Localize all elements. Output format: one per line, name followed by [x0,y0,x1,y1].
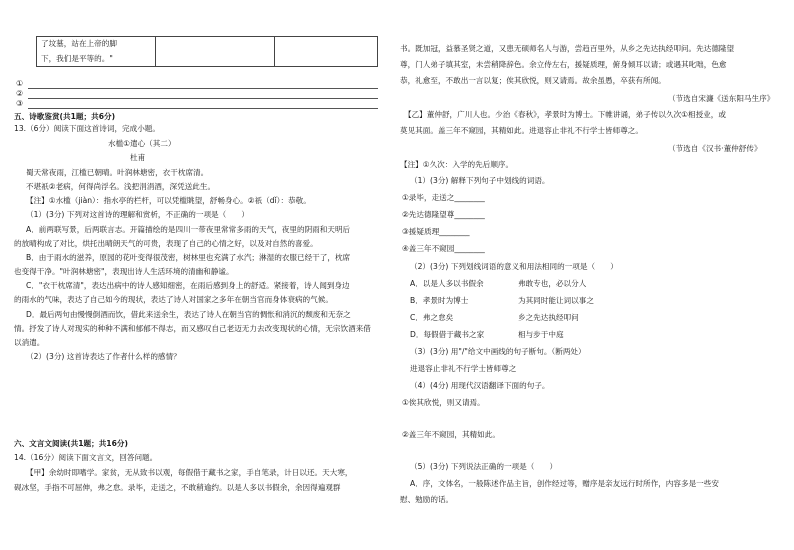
q14-2-opt-a-right: 弗敢专也，必以分人 [518,279,587,288]
q14-2-opt-c-left: C．弗之怠矣 [410,313,454,322]
q14-4-item-1: ①俟其欣悦，则又请焉。 [402,398,485,407]
q14-4: （4）(4分) 用现代汉语翻译下面的句子。 [410,381,550,390]
q14-4-item-2: ②盖三年不窥园，其精如此。 [402,430,500,439]
jia-cont-line-3: 恭，礼愈至，不敢出一言以复；俟其欣悦，则又请焉。故余虽愚，卒获有所闻。 [400,76,666,85]
section-6-title: 六、文言文阅读(共1题；共16分) [14,439,128,448]
jia-line-2: 砚冰坚，手指不可屈伸，弗之怠。录毕，走送之，不敢稍逾约。以是人多以书假余，余因得遍观群 [14,483,341,492]
q14-1-item-1: ①录毕，走送之________ [402,193,485,202]
q14-1: （1）(3分) 解释下列句子中划线的词语。 [410,176,550,185]
table-cell-1-line-2: 下，我们是平等的。" [41,54,113,64]
q13-intro: 13.（6分）阅读下面这首诗词，完成小题。 [14,124,160,133]
option-b-line-1: B．由于雨水的滋养，原园的花叶变得很茂密，树林里也充满了水汽；淋湿的衣服已经干了，枕席 [26,253,351,262]
option-a-line-2: 的放晴构成了对比，烘托出晴朗天气的可贵，表现了自己的心情之好，以及对自然的喜爱。 [14,239,318,248]
q14-1-item-2: ②先达德隆望尊________ [402,210,485,219]
option-a-line-1: A．前两联写景，后两联言志。开篇描绘的是四川一带夜里常常多雨的天气，夜里的阴雨和天明后 [26,225,351,234]
option-d-line-2: 情。抒发了诗人对现实的种种不满和郁郁不得志，而又感叹自己老迈无力去改变现状的心情，无宗饮酒来借 [14,324,371,333]
table-cell-1-line-1: 了坟墓，站在上帝的脚 [41,39,117,48]
option-d-line-3: 以消遣。 [14,338,45,347]
q14-2-opt-b-left: B．孝景时为博士 [410,296,469,305]
answer-line-1[interactable] [28,88,378,89]
answer-line-3[interactable] [28,108,378,109]
q14-2-opt-c-right: 乡之先达执经叩问 [518,313,579,322]
poem-author: 杜甫 [130,153,146,162]
q13-2: （2）(3分) 这首诗表达了作者什么样的感情？ [26,352,181,361]
yi-note: 【注】①久次：入学的先后顺序。 [400,160,514,169]
q14-3-sentence: 进退容止非礼不行学士皆师尊之 [410,364,517,373]
option-c-line-2: 的雨水的气味，表达了自己如今的现状，表达了诗人对国家之多年在朝当官而身体衰病的气候。 [14,295,333,304]
jia-line-1: 【甲】余幼时即嗜学。家贫，无从致书以观，每假借于藏书之家，手自笔录，计日以还。天大寒， [26,468,353,477]
poem-title: 水槛①遣心（其二） [108,139,176,148]
table-cell-3[interactable] [275,37,378,67]
answer-mark-2: ② [16,89,24,98]
q14-2-opt-b-right: 为其同时能让词以事之 [518,296,594,305]
option-b-line-2: 也变得干净。"叶润林塘密"，表现出诗人生活环境的清幽和静谧。 [14,267,234,276]
q14-5-opt-a-line-1: A．序，文体名，一般陈述作品主旨，创作经过等，赠序是亲友远行时所作，内容多是一些安 [410,479,719,488]
section-5-title: 五、诗歌鉴赏(共1题；共6分) [14,112,116,121]
jia-source: （节选自宋濂《送东阳马生序》 [668,94,775,103]
q14-2: （2）(3分) 下列划线词语的意义和用法相同的一项是（ ） [410,262,618,271]
yi-source: （节选自《汉书·董仲舒传》 [668,144,762,153]
poem-note: 【注】①水槛（jiàn）：指水亭的栏杆，可以凭槛眺望，舒畅身心。②祇（dǐ）：恭敬。 [26,196,311,205]
q14-5-opt-a-line-2: 慰、勉励的话。 [400,495,454,504]
table-cell-2[interactable] [156,37,275,67]
answer-line-2[interactable] [28,98,378,99]
poem-line-2: 不堪祇②老病，何得尚浮名。浅把涓涓酒，深凭送此生。 [26,182,216,191]
answer-mark-3: ③ [16,99,24,108]
q14-1-item-4: ④盖三年不窥园________ [402,244,485,253]
q14-intro: 14.（16分）阅读下面文言文，回答问题。 [14,453,158,462]
yi-line-2: 莫见其面。盖三年不窥园，其精如此。进退容止非礼不行学士皆师尊之。 [400,126,643,135]
q14-5: （5）(3分) 下列说法正确的一项是（ ） [410,462,558,471]
q14-2-opt-d-left: D．每假借于藏书之家 [410,330,485,339]
table-cell-1 [37,37,156,67]
jia-cont-line-2: 尊，门人弟子填其室，未尝稍降辞色。余立侍左右，援疑质理，俯身倾耳以请；或遇其叱咄，色愈 [400,60,727,69]
q14-2-opt-a-left: A．以是人多以书假余 [410,279,484,288]
answer-table [36,36,378,67]
option-c-line-1: C．"衣干枕席清"，表达出病中的诗人感知细密，在雨后感到身上的舒适。紧接着，诗人闻到身边 [26,281,350,290]
q14-2-opt-d-right: 相与步于中庭 [518,330,564,339]
option-d-line-1: D．最后两句由慢慢倒酒而饮，借此来送余生，表达了诗人在朝当官的惆怅和消沉的颓废和无奈之 [26,310,351,319]
jia-cont-line-1: 书。既加冠，益慕圣贤之道，又患无硕师名人与游，尝趋百里外，从乡之先达执经叩问。先达德隆望 [400,44,735,53]
yi-line-1: 【乙】董仲舒，广川人也。少治《春秋》，孝景时为博士。下帷讲诵，弟子传以久次①相授业，或 [404,110,726,119]
q13-1: （1）(3分) 下列对这首诗的理解和赏析，不正确的一项是（ ） [26,210,250,219]
q14-1-item-3: ③援疑质理________ [402,227,470,236]
poem-line-1: 蜀天常夜雨，江槛已朝晴。叶润林塘密，衣干枕席清。 [26,168,209,177]
q14-3: （3）(3分) 用"/"给文中画线的句子断句。（断两处） [410,347,586,356]
answer-mark-1: ① [16,79,24,88]
